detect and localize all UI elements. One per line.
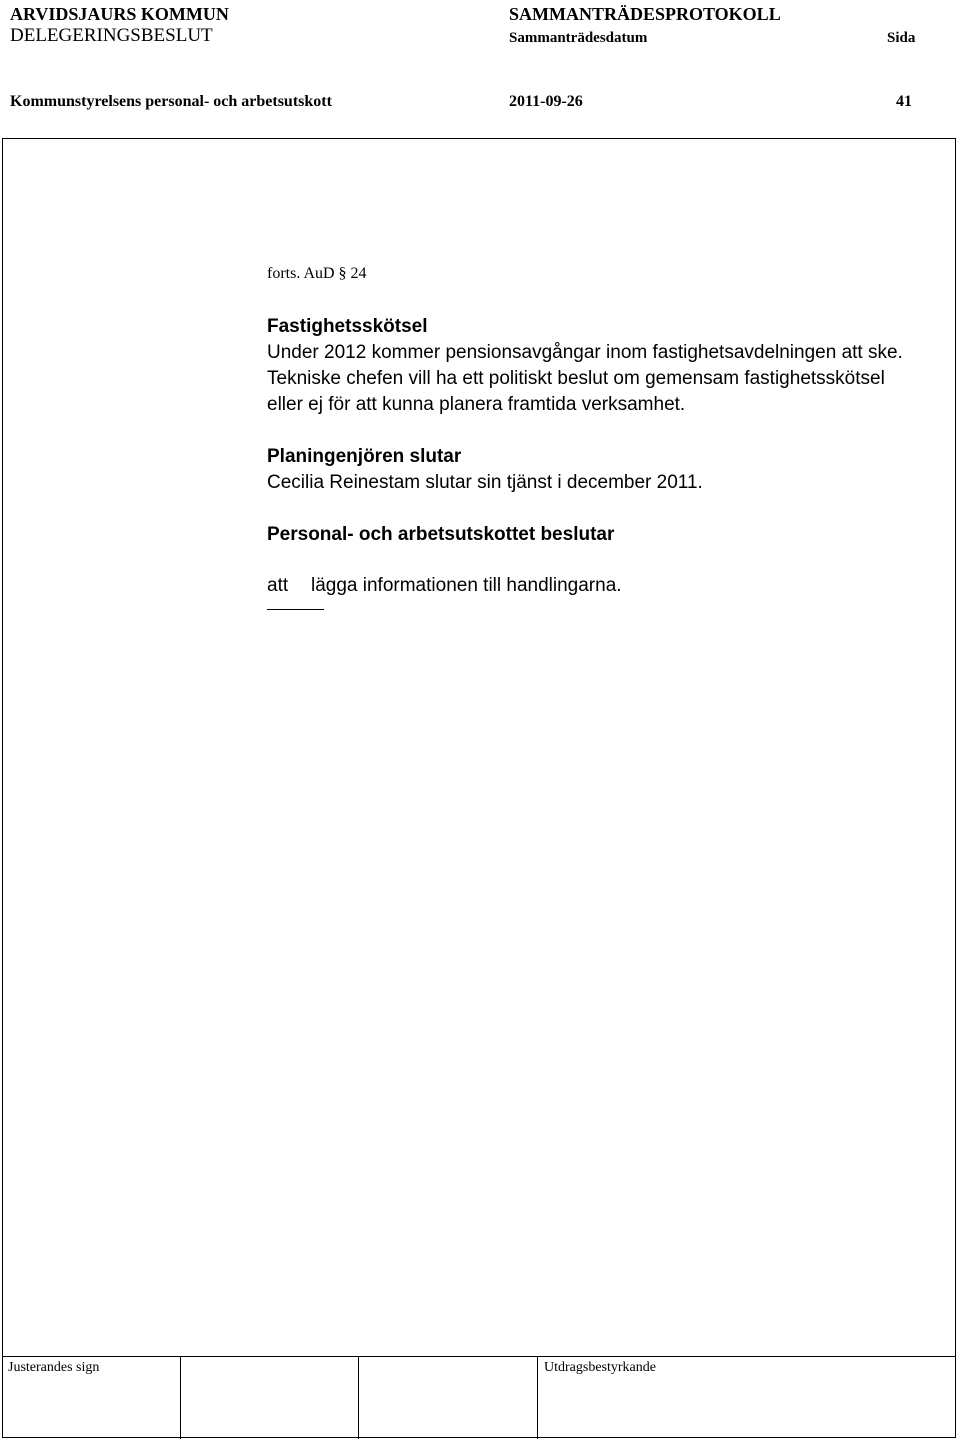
- certification-cell: [538, 1357, 956, 1439]
- paragraph-line: eller ej för att kunna planera framtida verksamhet.: [267, 394, 686, 415]
- signature-cell: [2, 1357, 181, 1439]
- decision-att: att: [267, 575, 289, 596]
- section-heading: Fastighetsskötsel: [267, 316, 428, 337]
- paragraph-line: Under 2012 kommer pensionsavgångar inom fastighetsavdelningen att ske.: [267, 342, 903, 363]
- section-reference: forts. AuD § 24: [267, 265, 367, 282]
- certification-label: Utdragsbestyrkande: [544, 1360, 656, 1375]
- committee-name: Kommunstyrelsens personal- och arbetsutskott: [10, 93, 332, 110]
- decision-text: lägga informationen till handlingarna.: [311, 575, 622, 596]
- decision-item: [267, 573, 947, 599]
- signature-cell: [359, 1357, 538, 1439]
- signature-footer: [2, 1356, 956, 1439]
- page-label: Sida: [887, 30, 916, 46]
- document-type: DELEGERINGSBESLUT: [10, 25, 213, 46]
- section-heading: Planingenjören slutar: [267, 446, 462, 467]
- end-rule: [267, 609, 324, 610]
- decision-heading: Personal- och arbetsutskottet beslutar: [267, 524, 615, 545]
- signature-cell: [181, 1357, 359, 1439]
- signature-label: Justerandes sign: [8, 1360, 100, 1375]
- organization-name: ARVIDSJAURS KOMMUN: [10, 4, 229, 24]
- paragraph-line: Tekniske chefen vill ha ett politiskt beslut om gemensam fastighetsskötsel: [267, 368, 885, 389]
- meeting-date: 2011-09-26: [509, 93, 583, 110]
- protocol-title: SAMMANTRÄDESPROTOKOLL: [509, 4, 781, 24]
- protocol-body: [267, 264, 947, 610]
- date-label: Sammanträdesdatum: [509, 30, 648, 46]
- paragraph-line: Cecilia Reinestam slutar sin tjänst i december 2011.: [267, 472, 703, 493]
- page-number: 41: [896, 93, 912, 110]
